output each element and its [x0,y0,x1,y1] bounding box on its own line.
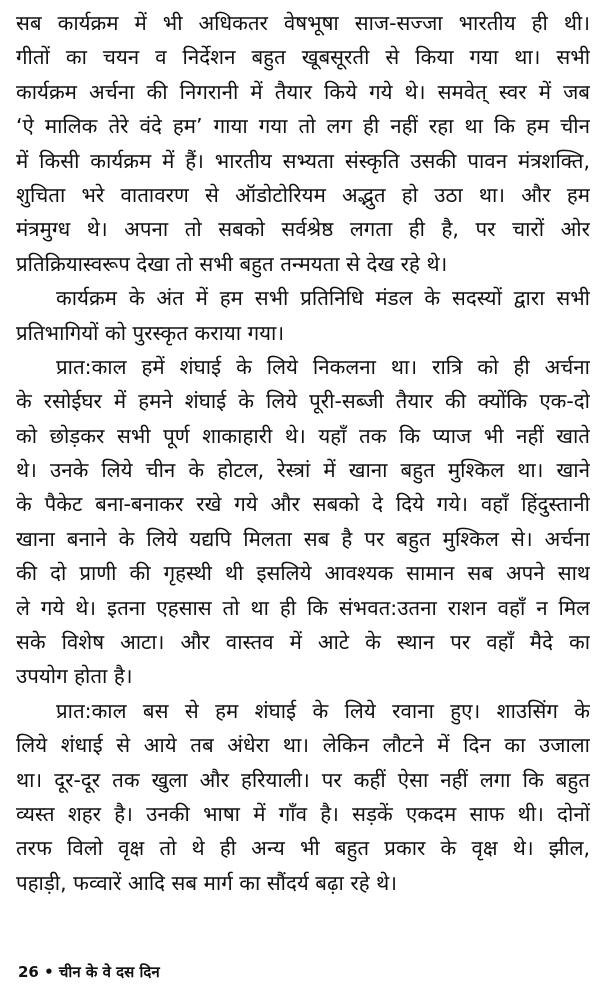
text-line: मंत्रमुग्ध थे। अपना तो सबको सर्वश्रेष्ठ लगता ही है, पर चारों ओर [16,217,590,242]
text-line: गीतों का चयन व निर्देशन बहुत खूबसूरती से किया गया था। सभी [16,45,590,70]
paragraph-1 [16,6,590,281]
paragraph-4 [16,694,590,900]
text-line: तरफ विलो वृक्ष तो थे ही अन्य भी बहुत प्रकार के वृक्ष थे। झील, [16,836,590,861]
text-line: खाना बनाने के लिये यद्यपि मिलता सब है पर बहुत मुश्किल से। अर्चना [16,526,590,551]
text-line: सके विशेष आटा। और वास्तव में आटे के स्थान पर वहाँ मैदे का [16,630,590,655]
text-line: के रसोईघर में हमने शंघाई के लिये पूरी-सब्जी तैयार की क्योंकि एक-दो [16,389,590,414]
text-line: ले गये थे। इतना एहसास तो था ही कि संभवत:उतना राशन वहाँ न मिल [16,595,590,620]
text-line: ‘ऐ मालिक तेरे वंदे हम’ गाया गया तो लग ही नहीं रहा था कि हम चीन [16,114,590,139]
text-line: शुचिता भरे वातावरण से ऑडोटोरियम अद्भुत हो उठा था। और हम [16,182,590,207]
text-line: में किसी कार्यक्रम में हैं। भारतीय सभ्यता संस्कृति उसकी पावन मंत्रशक्ति, [16,148,590,173]
text-line: सब कार्यक्रम में भी अधिकतर वेषभूषा साज-सज्जा भारतीय ही थी। [16,11,590,35]
text-line: थे। उनके लिये चीन के होटल, रेस्त्रां में खाना बहुत मुश्किल था। खाने [16,458,590,483]
paragraph-3 [16,350,590,694]
text-line: था। दूर-दूर तक खुला और हरियाली। पर कहीं ऐसा नहीं लगा कि बहुत [16,767,590,792]
text-line: कार्यक्रम के अंत में हम सभी प्रतिनिधि मंडल के सदस्यों द्वारा सभी [56,286,590,311]
text-line: प्रात:काल हमें शंघाई के लिये निकलना था। रात्रि को ही अर्चना [56,354,590,379]
text-line: को छोड़कर सभी पूर्ण शाकाहारी थे। यहाँ तक कि प्याज भी नहीं खाते [16,423,590,448]
text-line: प्रात:काल बस से हम शंघाई के लिये रवाना हुए। शाउसिंग के [56,698,590,723]
text-line: उपयोग होता है। [16,664,133,689]
text-line: लिये शंधाई से आये तब अंधेरा था। लेकिन लौटने में दिन का उजाला [16,733,590,758]
page-body [16,6,590,900]
text-line: के पैकेट बना-बनाकर रखे गये और सबको दे दिये गये। वहाँ हिंदुस्तानी [16,492,590,517]
text-line: व्यस्त शहर है। उनकी भाषा में गाँव है। सड़कें एकदम साफ थी। दोनों [16,801,590,826]
text-line: की दो प्राणी की गृहस्थी थी इसलिये आवश्यक सामान सब अपने साथ [16,561,590,586]
text-line: कार्यक्रम अर्चना की निगरानी में तैयार किये गये थे। समवेत् स्वर में जब [16,79,590,104]
text-line: प्रतिक्रियास्वरूप देखा तो सभी बहुत तन्मयता से देख रहे थे। [16,251,448,276]
text-line: प्रतिभागियों को पुरस्कृत कराया गया। [16,320,285,345]
paragraph-2 [16,281,590,350]
text-line: पहाड़ी, फव्वारें आदि सब मार्ग का सौंदर्य बढ़ा रहे थे। [16,870,398,895]
page-footer: 26 • चीन के वे दस दिन [18,963,160,981]
